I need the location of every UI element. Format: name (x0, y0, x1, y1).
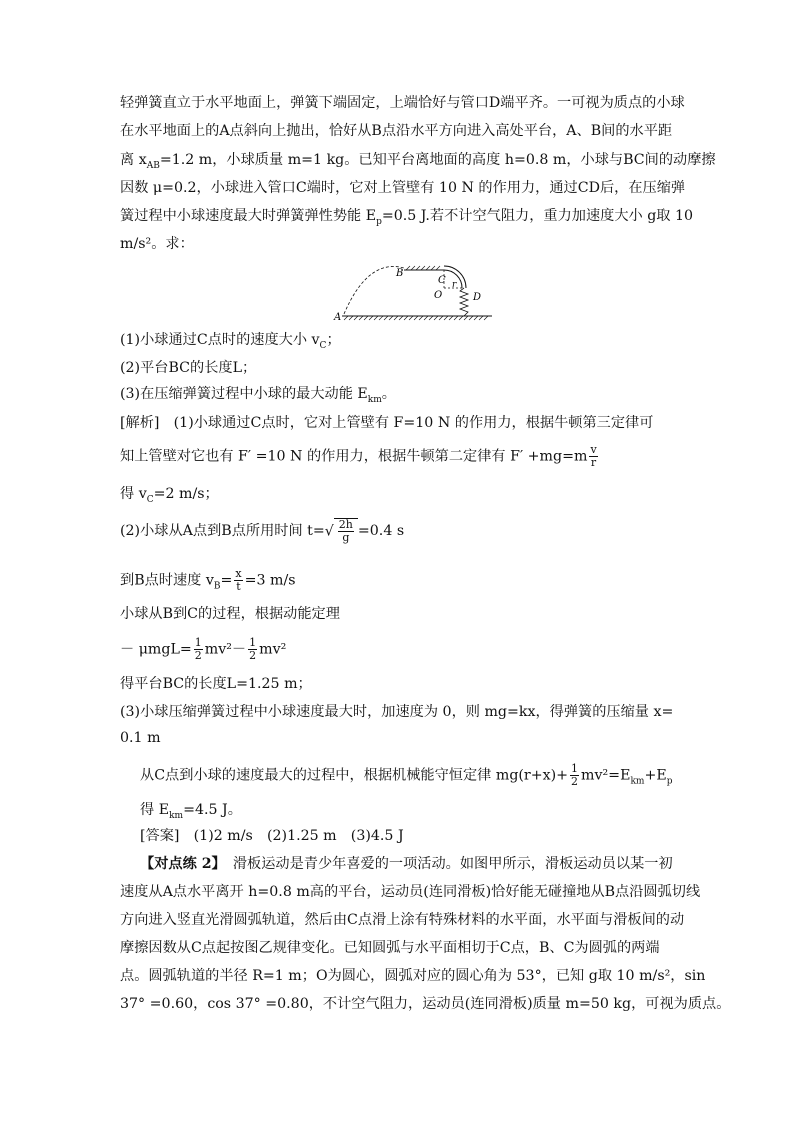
square-root: √ $\frac{2h}{g}$ (325, 518, 358, 544)
text-line: m/s²。求： (120, 236, 194, 252)
practice-line: 方向进入竖直光滑圆弧轨道，然后由C点滑上涂有特殊材料的水平面，水平面与滑板间的动 (120, 912, 685, 928)
practice-line: 速度从A点水平离开 h=0.8 m高的平台，运动员(连同滑板)恰好能无碰撞地从B点沿圆弧切线 (120, 884, 701, 900)
denominator: r (590, 456, 597, 469)
answer-line: [答案] (1)2 m/s (2)1.25 m (3)4.5 J (140, 828, 404, 844)
subscript: AB (146, 160, 160, 171)
text: 得 v (120, 486, 147, 502)
text: 从C点到小球的速度最大的过程中，根据机械能守恒定律 mg(r+x)+ (140, 767, 569, 784)
numerator: 1 (571, 762, 579, 775)
subscript: C (146, 494, 154, 505)
subscript: km (367, 394, 382, 405)
text: mv² (259, 641, 287, 658)
text: (2)小球从A点到B点所用时间 t= (120, 523, 325, 539)
text: 滑板运动是青少年喜爱的一项活动。如图甲所示，滑板运动员以某一初 (218, 856, 673, 872)
text: (1)小球通过C点时的速度大小 v (120, 332, 320, 348)
solution-line (140, 763, 672, 791)
solution-line (120, 568, 296, 596)
denominator: g (342, 531, 350, 544)
subscript: km (169, 810, 184, 821)
platform-hatch (406, 266, 440, 270)
practice-label: 【对点练 2】 (140, 856, 219, 872)
question-3 (120, 384, 396, 410)
numerator: x (235, 567, 242, 580)
text: ； (326, 332, 341, 348)
spring (460, 288, 468, 316)
denominator: 2 (194, 649, 202, 662)
text-line: 因数 μ=0.2，小球进入管口C端时，它对上管壁有 10 N 的作用力，通过CD后，在压缩弹 (120, 180, 686, 196)
label-c: C (438, 275, 446, 286)
text: 。 (381, 386, 396, 402)
solution-line (120, 444, 600, 469)
numerator: 1 (249, 636, 257, 649)
solution-line: 0.1 m (120, 730, 161, 746)
text: 离 x (120, 152, 147, 168)
text: － μmgL= (120, 641, 192, 658)
label-a: A (334, 312, 342, 323)
text: =0.5 J.若不计空气阻力，重力加速度大小 g取 10 (381, 208, 694, 224)
physics-figure (332, 256, 496, 326)
solution-line (120, 518, 404, 544)
text-line (120, 150, 716, 176)
solution-line: (3)小球压缩弹簧过程中小球速度最大时，加速度为 0，则 mg=kx，得弹簧的压缩量 x= (120, 704, 674, 720)
practice-line: 37° =0.60，cos 37° =0.80，不计空气阻力，运动员(连同滑板)质量 m=50 kg，可视为质点。 (120, 996, 731, 1012)
text-line (120, 206, 693, 232)
label-d: D (473, 292, 482, 303)
text: =1.2 m，小球质量 m=1 kg。已知平台离地面的高度 h=0.8 m，小球与BC间的动摩擦 (159, 152, 716, 168)
subscript: B (213, 581, 221, 592)
denominator: t (236, 580, 241, 593)
subscript: km (630, 776, 645, 787)
text: (3)在压缩弹簧过程中小球的最大动能 E (120, 386, 368, 402)
ground-hatch (344, 316, 488, 320)
label-o: O (434, 290, 443, 301)
fraction (338, 519, 354, 544)
text: = (220, 572, 233, 589)
subscript: C (319, 340, 327, 351)
text: 得 E (140, 802, 170, 818)
solution-line: 得平台BC的长度L=1.25 m； (120, 676, 312, 692)
question-2: (2)平台BC的长度L； (120, 360, 257, 376)
subscript: p (666, 776, 673, 787)
solution-line (120, 484, 219, 510)
solution-line (140, 800, 242, 826)
text: 到B点时速度 v (120, 572, 214, 589)
text: mv²=E (581, 767, 631, 784)
numerator: 2h (338, 518, 353, 531)
text: 簧过程中小球速度最大时弹簧弹性势能 E (120, 208, 377, 224)
solution-line (120, 637, 286, 662)
fraction (248, 637, 257, 662)
numerator: v (590, 443, 597, 456)
text: =0.4 s (357, 523, 405, 539)
question-1 (120, 330, 341, 356)
text: =3 m/s (244, 572, 296, 589)
practice-line: 摩擦因数从C点起按图乙规律变化。已知圆弧与水平面相切于C点，B、C为圆弧的两端 (120, 940, 660, 956)
text: =4.5 J。 (183, 802, 242, 818)
label-r: r (452, 280, 457, 290)
denominator: 2 (571, 775, 579, 788)
solution-line: [解析] (1)小球通过C点时，它对上管壁有 F=10 N 的作用力，根据牛顿第三定律可 (120, 415, 654, 431)
practice-line: 点。圆弧轨道的半径 R=1 m；O为圆心，圆弧对应的圆心角为 53°，已知 g取 10 m/s²，sin (120, 968, 706, 984)
text: 知上管壁对它也有 F′ =10 N 的作用力，根据牛顿第二定律有 F′ +mg=m (120, 448, 588, 465)
denominator: 2 (249, 649, 257, 662)
fraction (194, 637, 203, 662)
numerator: 1 (194, 636, 202, 649)
trajectory-curve (344, 266, 404, 314)
label-b: B (396, 268, 404, 279)
text: =2 m/s； (153, 486, 219, 502)
fraction (234, 568, 242, 593)
practice-line (140, 854, 673, 874)
subscript: p (376, 216, 382, 227)
text-line: 在水平地面上的A点斜向上抛出，恰好从B点沿水平方向进入高处平台，A、B间的水平距 (120, 123, 673, 139)
solution-line: 小球从B到C的过程，根据动能定理 (120, 606, 340, 622)
text: mv²－ (204, 641, 247, 658)
text: +E (644, 767, 667, 784)
text-line: 轻弹簧直立于水平地面上，弹簧下端固定，上端恰好与管口D端平齐。一可视为质点的小球 (120, 95, 685, 111)
fraction (589, 444, 597, 469)
fraction (570, 763, 579, 788)
